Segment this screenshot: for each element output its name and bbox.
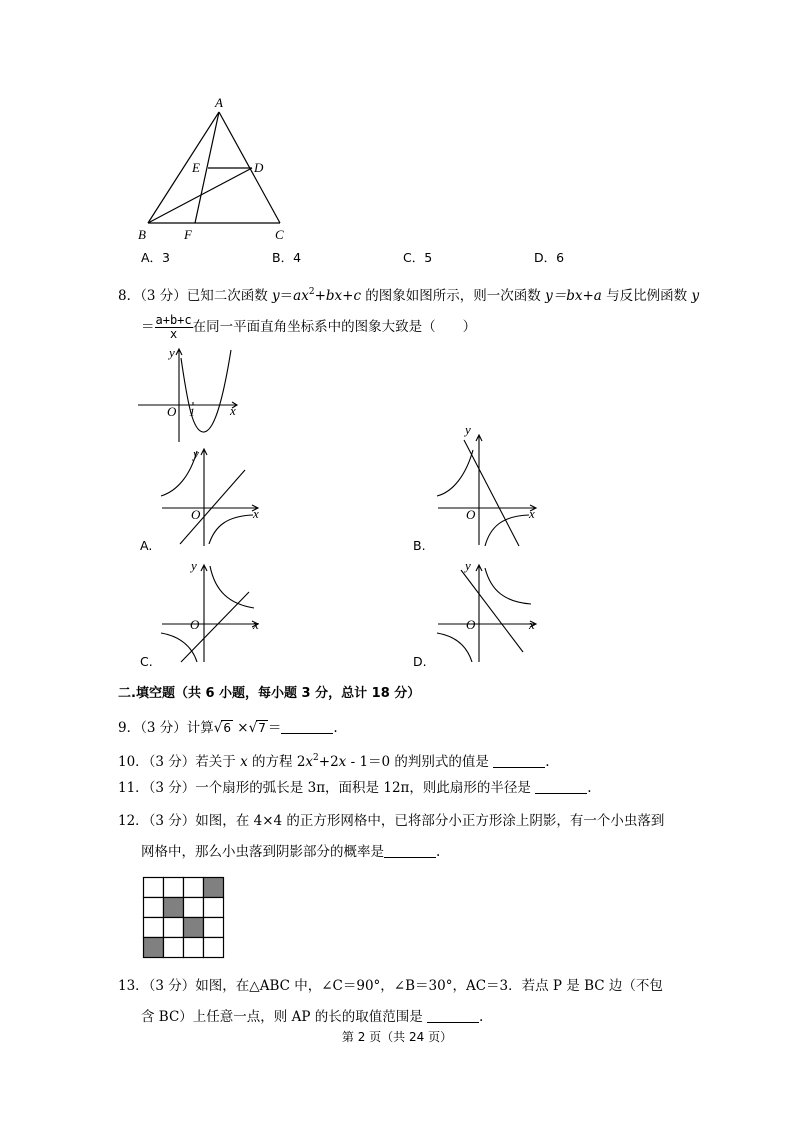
point-d-label: D <box>254 160 264 175</box>
shaded-cell <box>204 878 224 898</box>
shaded-cell <box>184 918 204 938</box>
tick-one-label: 1 <box>189 405 195 419</box>
q8-option-d-label[interactable]: D. <box>413 654 427 669</box>
option-b-graph[interactable] <box>435 420 545 548</box>
grid-cell <box>164 918 184 938</box>
option-d-origin-label: O <box>466 617 476 632</box>
grid-cell <box>184 898 204 918</box>
q7-option-c[interactable]: C．5 <box>403 250 433 265</box>
point-b-label: B <box>138 227 146 242</box>
option-a-origin-label: O <box>191 507 201 522</box>
point-e-label: E <box>192 160 200 175</box>
grid-cell <box>164 878 184 898</box>
q12-stem-line2: 网格中，那么小虫落到阴影部分的概率是 . <box>141 844 441 860</box>
grid-cell <box>184 878 204 898</box>
q8-option-b-label[interactable]: B. <box>413 538 426 553</box>
grid-cell <box>144 898 164 918</box>
q7-option-b[interactable]: B．4 <box>272 250 302 265</box>
grid-cell <box>164 938 184 958</box>
q7-option-a[interactable]: A．3 <box>141 250 171 265</box>
shaded-cell <box>164 898 184 918</box>
q11-stem: 11．（3 分）一个扇形的弧长是 3π，面积是 12π，则此扇形的半径是 . <box>118 780 592 796</box>
grid-cell <box>184 938 204 958</box>
shaded-cell <box>144 938 164 958</box>
option-b-origin-label: O <box>466 507 476 522</box>
q9-stem: 9．（3 分）计算√6 ×√7 ＝ . <box>118 720 338 736</box>
section-title: 二.填空题（共 6 小题，每小题 3 分，总计 18 分） <box>118 686 421 701</box>
q7-option-d[interactable]: D．6 <box>534 250 565 265</box>
option-a-graph[interactable] <box>157 446 267 548</box>
q8-stem-line1: 8．（3 分）已知二次函数 $y=ax^2+bx+c$ 的图象如图所示，则一次函数 y＝bx+a 与反比例函数 y <box>118 287 700 304</box>
page-footer: 第 2 页（共 24 页） <box>341 1030 453 1044</box>
point-a-label: A <box>215 95 223 110</box>
grid-cell <box>144 918 164 938</box>
q12-answer-blank[interactable] <box>384 843 436 858</box>
option-c-origin-label: O <box>190 617 200 632</box>
point-c-label: C <box>275 227 284 242</box>
q8-option-c-label[interactable]: C. <box>140 654 153 669</box>
q12-stem-line1: 12．（3 分）如图，在 4×4 的正方形网格中，已将部分小正方形涂上阴影，有一个小虫落到 <box>118 813 665 829</box>
option-a-y-label: y <box>193 446 199 461</box>
option-b-y-label: y <box>465 422 471 437</box>
q8-option-a-label[interactable]: A. <box>140 538 153 553</box>
x-axis-label: x <box>230 403 236 418</box>
q10-answer-blank[interactable] <box>493 753 545 768</box>
fraction: $\frac{a+b+c}{x}$ <box>155 313 192 341</box>
grid-cell <box>204 898 224 918</box>
q10-stem: 10．（3 分）若关于 x 的方程 $2x^2+2x$ ‐ 1＝0 的判别式的值是 . <box>118 753 550 770</box>
q13-stem-line2: 含 BC）上任意一点，则 AP 的长的取值范围是 . <box>141 1009 484 1025</box>
option-d-graph[interactable] <box>435 556 545 666</box>
option-c-y-label: y <box>191 558 197 573</box>
option-b-x-label: x <box>529 506 535 521</box>
option-c-x-label: x <box>253 617 259 632</box>
q8-stem-line2: ＝ $\frac{a+b+c}{x}$ 在同一平面直角坐标系中的图象大致是（ ） <box>141 313 477 341</box>
option-c-graph[interactable] <box>157 556 267 666</box>
point-f-label: F <box>184 227 192 242</box>
y-axis-label: y <box>169 346 175 360</box>
option-a-x-label: x <box>253 506 259 521</box>
q13-answer-blank[interactable] <box>427 1008 479 1023</box>
grid-cell <box>144 878 164 898</box>
option-d-y-label: y <box>465 558 471 573</box>
q13-stem-line1: 13．（3 分）如图，在△ABC 中，∠C＝90°，∠B＝30°，AC＝3．若点 P 是 BC 边（不包 <box>118 978 663 994</box>
grid-cell <box>204 938 224 958</box>
shaded-grid <box>142 876 226 960</box>
grid-cell <box>204 918 224 938</box>
triangle-figure <box>135 92 300 242</box>
q11-answer-blank[interactable] <box>535 779 587 794</box>
origin-label: O <box>167 404 177 419</box>
option-d-x-label: x <box>529 617 535 632</box>
parabola-graph <box>138 346 250 446</box>
q9-answer-blank[interactable] <box>281 719 333 734</box>
